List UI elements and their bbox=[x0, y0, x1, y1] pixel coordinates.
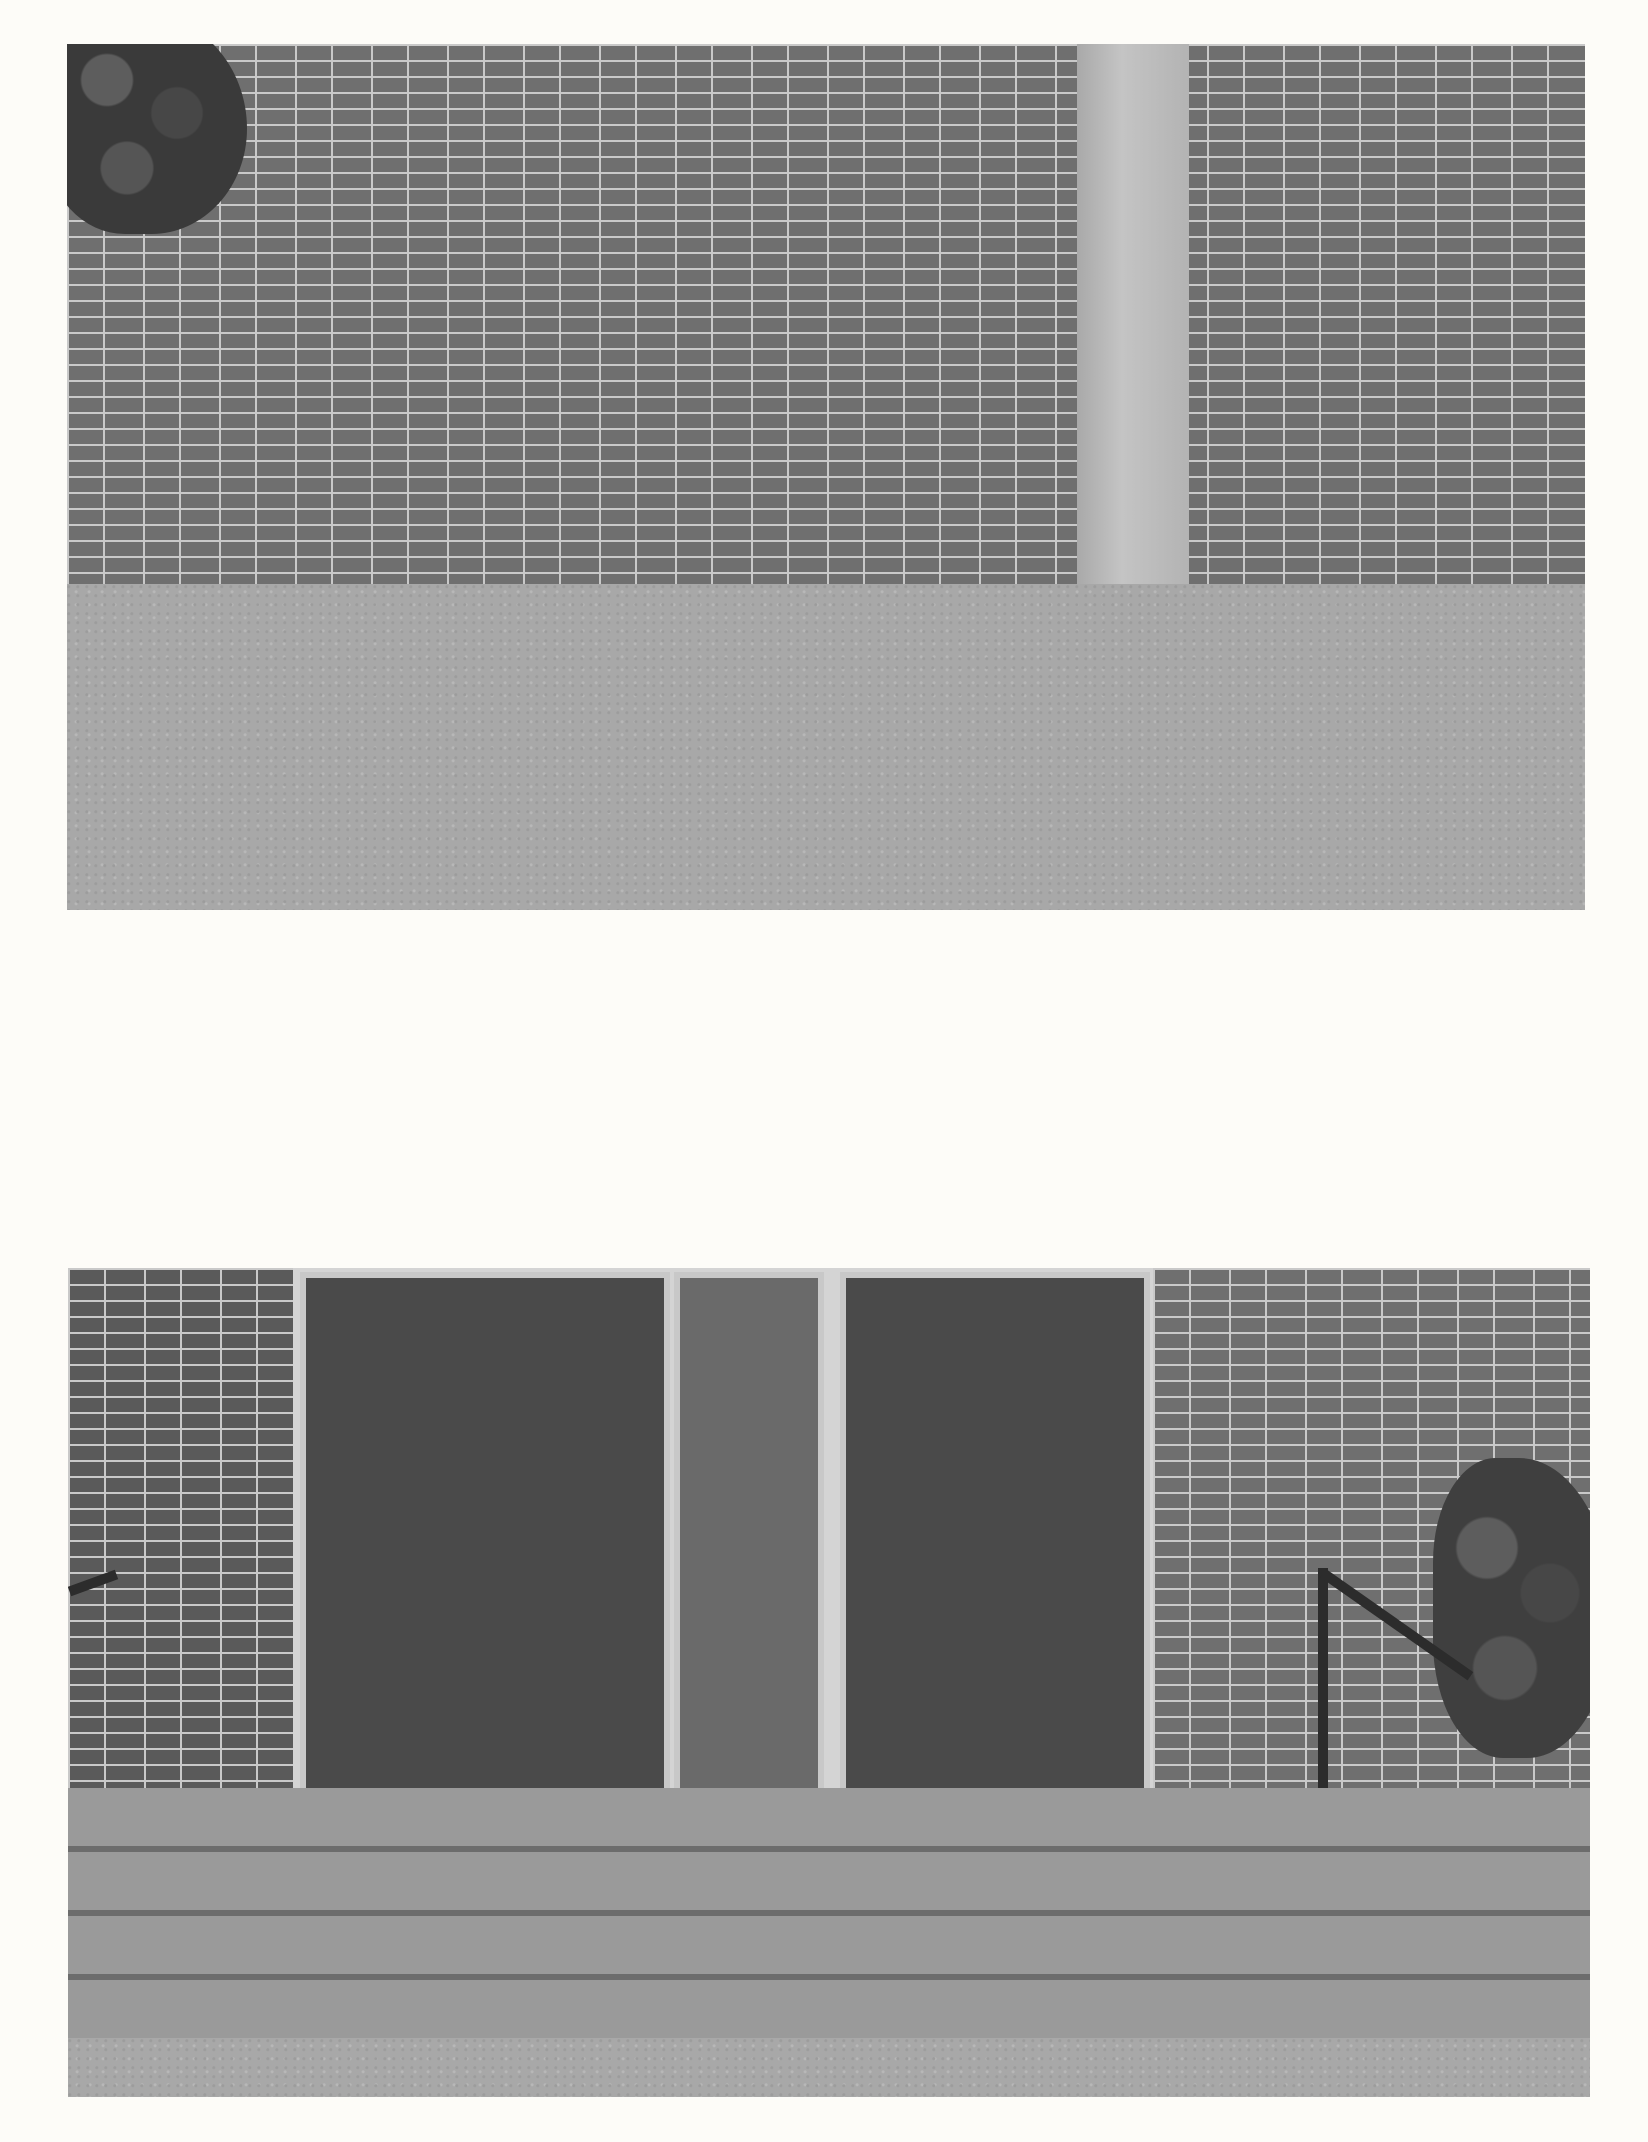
homeroom-1-208-group-photo bbox=[68, 1268, 1590, 2097]
homeroom-1-ips-group-photo bbox=[67, 44, 1585, 910]
pavement bbox=[67, 584, 1585, 910]
caption-section-2 bbox=[68, 1098, 1564, 1112]
door-left bbox=[300, 1272, 670, 1828]
window-center bbox=[674, 1272, 824, 1828]
brick-wall bbox=[67, 44, 1585, 604]
shrub bbox=[1433, 1458, 1590, 1758]
pavement bbox=[68, 2038, 1590, 2097]
brick-wall-left bbox=[68, 1268, 293, 1828]
caption-section-1 bbox=[68, 931, 1564, 945]
door-right bbox=[840, 1272, 1150, 1828]
concrete-pillar bbox=[1077, 44, 1189, 604]
steps bbox=[68, 1788, 1590, 2038]
